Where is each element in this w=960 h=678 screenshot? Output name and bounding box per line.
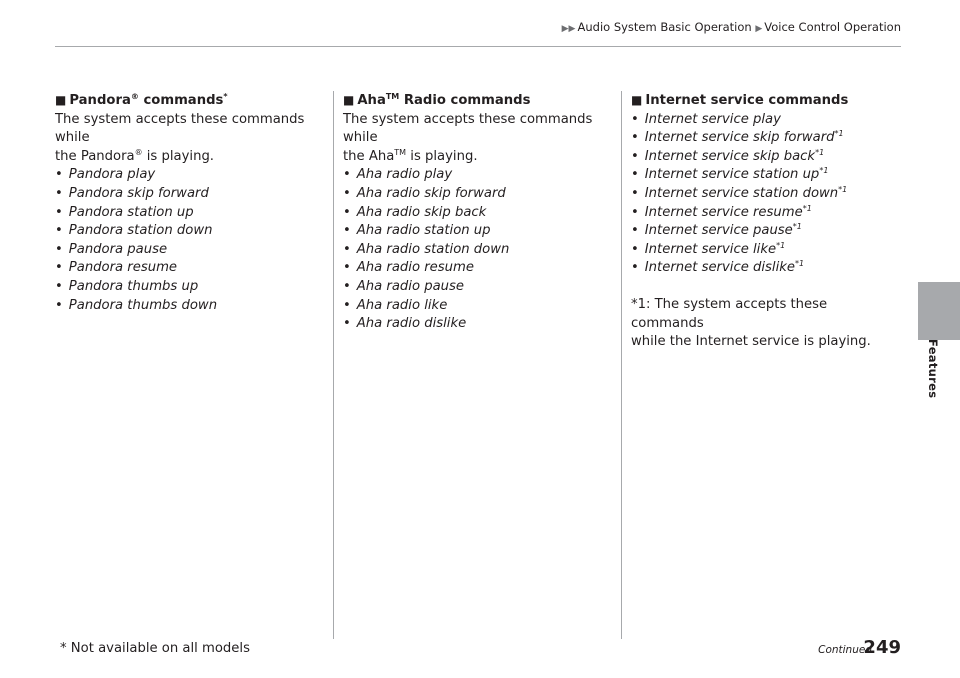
page-number: 249 (863, 637, 901, 658)
bullet-icon: • (631, 111, 639, 127)
bullet-icon: • (55, 167, 63, 183)
bullet-icon: • (343, 241, 351, 257)
list-item (631, 148, 903, 167)
footnote-ref: *1 (802, 203, 812, 213)
list-item (55, 166, 327, 185)
list-item (631, 222, 903, 241)
command-text: Internet service station up (644, 167, 820, 183)
internet-heading (631, 91, 903, 111)
command-text: Pandora play (68, 167, 156, 183)
list-item (55, 278, 327, 297)
square-bullet-icon: ■ (343, 93, 355, 107)
command-text: Internet service resume (644, 204, 803, 220)
header-divider (55, 46, 901, 47)
registered-mark: ® (134, 147, 143, 157)
section-tab (918, 282, 960, 340)
intro-line: the Pandora (55, 148, 135, 164)
list-item (631, 241, 903, 260)
column-divider (621, 91, 622, 639)
bullet-icon: • (631, 241, 639, 257)
footnote-line: while the Internet service is playing. (631, 334, 871, 350)
footnote-ref: *1 (838, 184, 848, 194)
intro-line: is playing. (142, 148, 215, 164)
pandora-command-list (55, 166, 327, 315)
list-item (631, 259, 903, 278)
breadcrumb (562, 20, 901, 34)
list-item (343, 185, 615, 204)
command-text: Internet service pause (644, 223, 793, 239)
command-text: Internet service dislike (644, 260, 795, 276)
list-item (55, 185, 327, 204)
command-text: Pandora thumbs down (68, 297, 218, 313)
bullet-icon: • (55, 185, 63, 201)
bullet-icon: • (631, 130, 639, 146)
bullet-icon: • (631, 185, 639, 201)
command-text: Internet service skip forward (644, 130, 835, 146)
footnote-marker: * (223, 92, 228, 101)
intro-line: The system accepts these commands while (343, 111, 593, 146)
heading-text: Internet service commands (645, 93, 849, 108)
list-item (343, 241, 615, 260)
aha-heading (343, 91, 615, 111)
list-item (631, 204, 903, 223)
bullet-icon: • (343, 297, 351, 313)
list-item (631, 185, 903, 204)
trademark: TM (385, 92, 400, 101)
heading-suffix: commands (138, 93, 224, 108)
command-text: Internet service like (644, 241, 777, 257)
footnote-ref: *1 (794, 259, 805, 269)
registered-mark: ® (130, 92, 139, 101)
command-text: Internet service station down (644, 185, 839, 201)
heading-suffix: Radio commands (399, 93, 531, 108)
intro-line: is playing. (406, 148, 478, 164)
aha-command-list (343, 166, 615, 333)
command-text: Aha radio station down (356, 241, 510, 257)
list-item (343, 259, 615, 278)
bullet-icon: • (343, 204, 351, 220)
double-arrow-icon: ▶▶ (561, 24, 576, 34)
footnote-text (631, 296, 903, 352)
command-text: Aha radio play (356, 167, 453, 183)
command-text: Aha radio like (356, 297, 448, 313)
footnote-ref: *1 (819, 166, 829, 176)
command-text: Internet service skip back (644, 148, 816, 164)
list-item (55, 204, 327, 223)
internet-command-list (631, 111, 903, 278)
bullet-icon: • (631, 167, 639, 183)
list-item (631, 129, 903, 148)
square-bullet-icon: ■ (631, 93, 643, 107)
continued-label: Continued (818, 644, 872, 656)
list-item (343, 297, 615, 316)
command-text: Aha radio pause (356, 278, 465, 294)
list-item (55, 241, 327, 260)
bullet-icon: • (631, 204, 639, 220)
command-text: Aha radio dislike (356, 316, 467, 332)
footnote-ref: *1 (792, 222, 802, 232)
command-text: Pandora pause (68, 241, 168, 257)
bullet-icon: • (343, 185, 351, 201)
footnote-line: *1: The system accepts these commands (631, 296, 828, 331)
list-item (343, 166, 615, 185)
list-item (343, 204, 615, 223)
command-text: Aha radio skip back (356, 204, 487, 220)
aha-intro (343, 111, 615, 167)
bullet-icon: • (55, 241, 63, 257)
command-text: Internet service play (644, 111, 781, 127)
command-text: Pandora resume (68, 260, 178, 276)
list-item (343, 278, 615, 297)
trademark: TM (394, 147, 407, 157)
command-text: Pandora station down (68, 223, 213, 239)
section-label-text: Features (926, 339, 940, 399)
bullet-icon: • (343, 167, 351, 183)
list-item (343, 315, 615, 334)
heading-text: Pandora (69, 93, 131, 108)
bullet-icon: • (55, 223, 63, 239)
list-item (55, 297, 327, 316)
bullet-icon: • (343, 316, 351, 332)
bullet-icon: • (55, 278, 63, 294)
list-item (55, 259, 327, 278)
footnote-ref: *1 (815, 147, 825, 157)
bullet-icon: • (343, 223, 351, 239)
bullet-icon: • (631, 223, 639, 239)
list-item (631, 111, 903, 130)
pandora-heading (55, 91, 327, 111)
breadcrumb-page: Voice Control Operation (764, 20, 901, 34)
bullet-icon: • (55, 204, 63, 220)
heading-text: Aha (357, 93, 386, 108)
pandora-intro (55, 111, 327, 167)
availability-note: * Not available on all models (60, 641, 250, 656)
column-divider (333, 91, 334, 639)
command-text: Aha radio station up (356, 223, 491, 239)
list-item (631, 166, 903, 185)
command-text: Pandora skip forward (68, 185, 209, 201)
bullet-icon: • (343, 260, 351, 276)
square-bullet-icon: ■ (55, 93, 67, 107)
bullet-icon: • (631, 260, 639, 276)
command-text: Aha radio resume (356, 260, 474, 276)
command-text: Pandora station up (68, 204, 194, 220)
breadcrumb-section: Audio System Basic Operation (577, 20, 752, 34)
internet-service-section (631, 91, 903, 352)
intro-line: the Aha (343, 148, 395, 164)
list-item (55, 222, 327, 241)
aha-section (343, 91, 615, 334)
bullet-icon: • (55, 260, 63, 276)
arrow-icon: ▶ (755, 24, 763, 34)
footnote-ref: *1 (776, 240, 786, 250)
bullet-icon: • (631, 148, 639, 164)
command-text: Pandora thumbs up (68, 278, 199, 294)
bullet-icon: • (343, 278, 351, 294)
command-text: Aha radio skip forward (356, 185, 506, 201)
footnote-ref: *1 (834, 129, 844, 139)
list-item (343, 222, 615, 241)
intro-line: The system accepts these commands while (55, 111, 305, 146)
bullet-icon: • (55, 297, 63, 313)
pandora-section (55, 91, 327, 315)
